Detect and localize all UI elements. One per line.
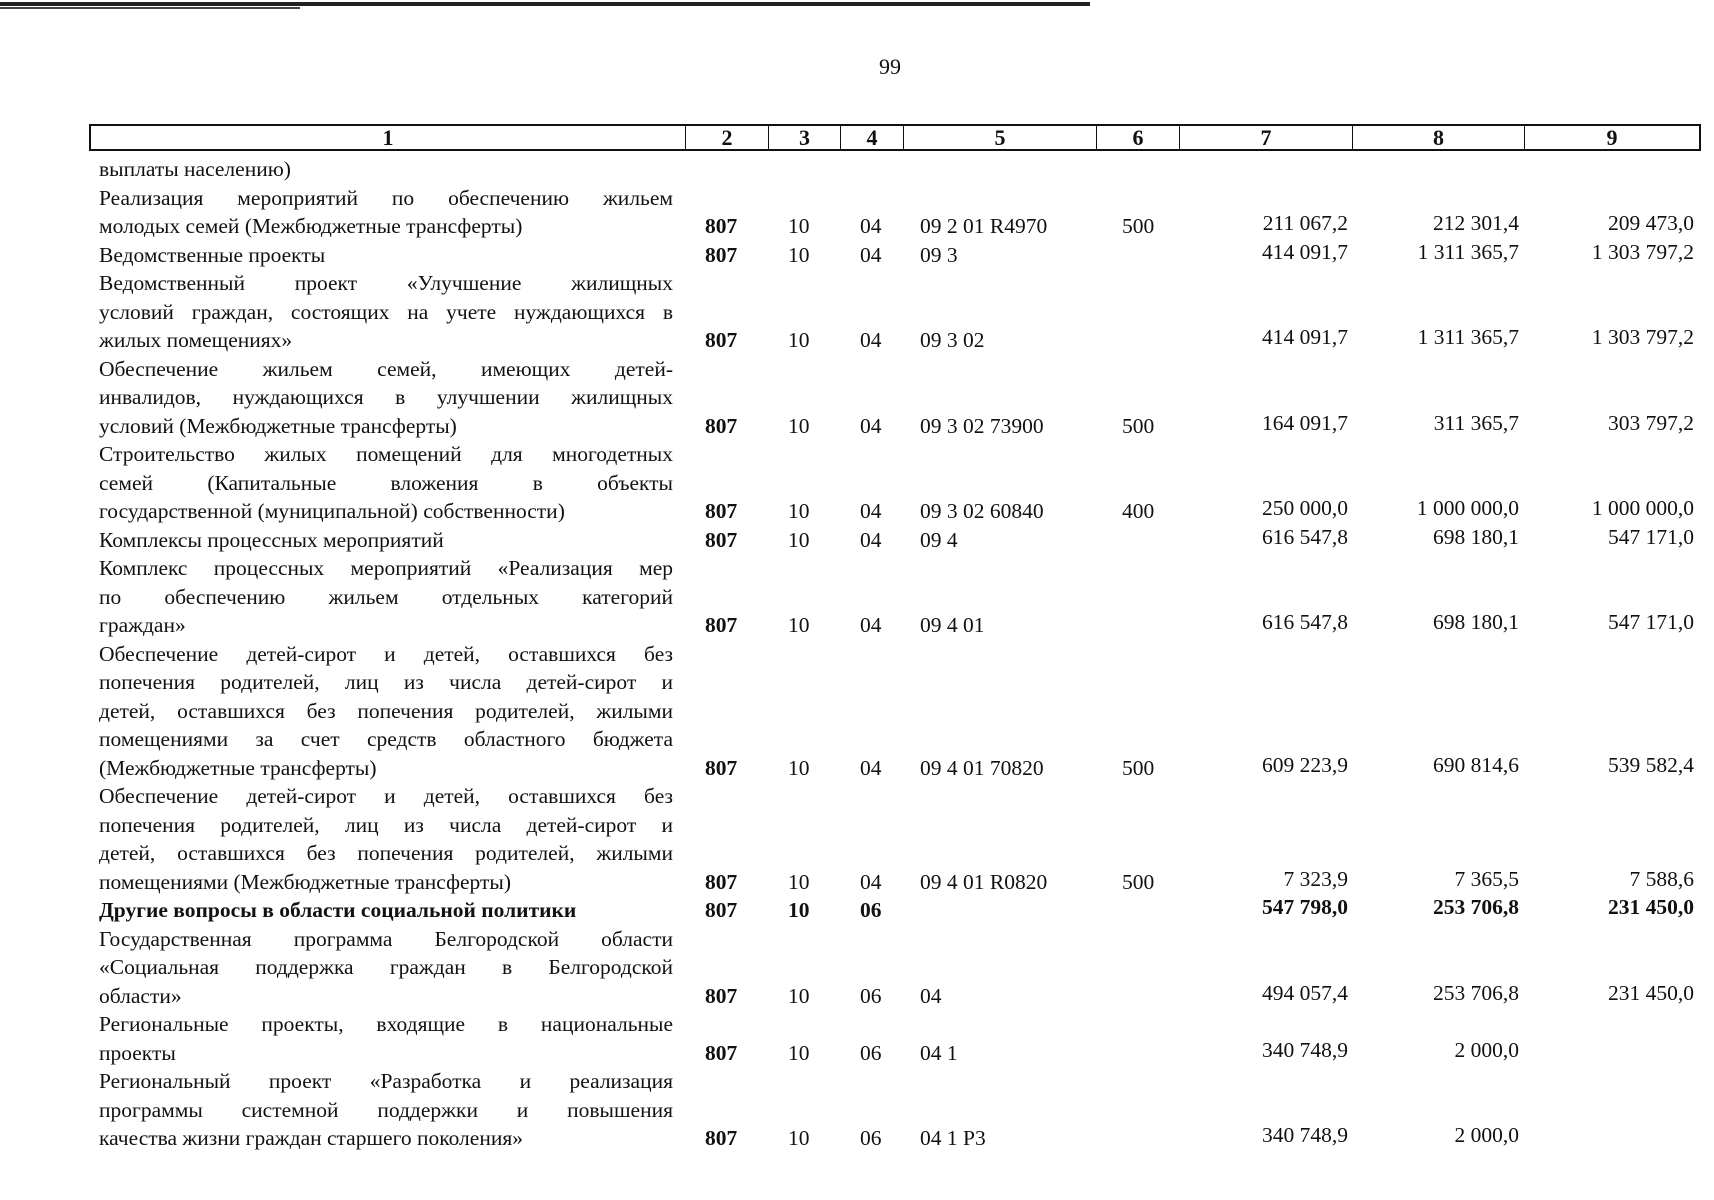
description-line: Ведомственный проект «Улучшение жилищных: [99, 271, 673, 295]
description-line: государственной (муниципальной) собственности): [99, 499, 565, 523]
cell-col-4: 04: [860, 527, 882, 552]
table-row: [0, 1010, 1714, 1067]
table-row: [0, 155, 1714, 184]
row-description: [99, 269, 673, 355]
description-line: молодых семей (Межбюджетные трансферты): [99, 214, 523, 238]
cell-col-4: 04: [860, 242, 882, 267]
cell-col-7: 414 091,7: [1262, 239, 1348, 264]
cell-col-4: 04: [860, 869, 882, 894]
description-line: Строительство жилых помещений для многодетных: [99, 442, 673, 466]
description-line: Региональные проекты, входящие в национальные: [99, 1012, 673, 1036]
cell-col-9: 1 303 797,2: [1591, 239, 1694, 264]
cell-col-7: 340 748,9: [1262, 1037, 1348, 1062]
cell-col-8: 1 000 000,0: [1416, 496, 1519, 520]
cell-col-9: 1 303 797,2: [1591, 325, 1694, 349]
cell-col-5: 09 2 01 R4970: [920, 214, 1048, 238]
page-number: 99: [879, 54, 901, 79]
cell-col-2: 807: [705, 755, 738, 780]
cell-col-6: 500: [1122, 755, 1155, 780]
cell-col-5: 04 1 Р3: [920, 1126, 986, 1150]
table-row: [0, 241, 1714, 270]
description-line: Ведомственные проекты: [99, 242, 326, 267]
description-line: Комплекс процессных мероприятий «Реализация мер: [99, 556, 673, 580]
description-line: попечения родителей, лиц из числа детей-сирот и: [99, 812, 673, 837]
description-line: выплаты населению): [99, 157, 291, 181]
description-line: (Межбюджетные трансферты): [99, 755, 377, 780]
cell-col-6: 500: [1122, 413, 1155, 438]
table-header: [89, 124, 1701, 151]
cell-col-4: 06: [860, 1126, 882, 1150]
cell-col-2: 807: [705, 413, 738, 438]
description-line: инвалидов, нуждающихся в улучшении жилищных: [99, 385, 673, 409]
cell-col-2: 807: [705, 898, 738, 922]
cell-col-7: 7 323,9: [1283, 866, 1348, 891]
header-col-3: 3: [799, 124, 810, 150]
row-description: [99, 241, 673, 270]
cell-col-7: 211 067,2: [1262, 211, 1348, 235]
table-row: [0, 269, 1714, 355]
cell-col-5: 09 4 01 R0820: [920, 869, 1048, 894]
cell-col-3: 10: [788, 242, 810, 267]
row-description: [99, 554, 673, 640]
description-line: детей, оставшихся без попечения родителей, жилыми: [99, 841, 673, 865]
cell-col-7: 609 223,9: [1262, 752, 1348, 777]
row-description: [99, 155, 673, 184]
description-line: по обеспечению жильем отдельных категорий: [99, 584, 673, 609]
cell-col-5: 04: [920, 983, 942, 1008]
cell-col-8: 2 000,0: [1454, 1037, 1519, 1062]
cell-col-7: 616 547,8: [1262, 524, 1348, 549]
cell-col-5: 09 4: [920, 527, 958, 552]
cell-col-9: 231 450,0: [1608, 980, 1694, 1005]
cell-col-4: 04: [860, 328, 882, 352]
cell-col-2: 807: [705, 983, 738, 1008]
cell-col-6: 500: [1122, 869, 1155, 894]
description-line: «Социальная поддержка граждан в Белгородской: [99, 955, 673, 979]
cell-col-8: 1 311 365,7: [1417, 239, 1519, 264]
description-line: попечения родителей, лиц из числа детей-сирот и: [99, 670, 673, 694]
description-line: условий (Межбюджетные трансферты): [99, 413, 457, 438]
row-description: [99, 1010, 673, 1067]
cell-col-3: 10: [788, 983, 810, 1008]
cell-col-6: 400: [1122, 499, 1155, 523]
cell-col-9: 1 000 000,0: [1591, 496, 1694, 520]
scan-top-rule: [0, 2, 1090, 6]
cell-col-3: 10: [788, 613, 810, 637]
cell-col-9: 209 473,0: [1608, 211, 1694, 235]
cell-col-6: 500: [1122, 214, 1155, 238]
cell-col-7: 414 091,7: [1262, 325, 1348, 349]
cell-col-3: 10: [788, 413, 810, 438]
cell-col-9: 7 588,6: [1629, 866, 1694, 891]
row-description: [99, 1067, 673, 1153]
table-row: [0, 184, 1714, 241]
cell-col-4: 04: [860, 214, 882, 238]
table-row: [0, 554, 1714, 640]
header-col-2: 2: [721, 124, 733, 150]
description-line: Обеспечение детей-сирот и детей, оставшихся без: [99, 784, 673, 808]
cell-col-5: 09 3 02: [920, 328, 985, 352]
cell-col-7: 494 057,4: [1262, 980, 1348, 1005]
cell-col-8: 212 301,4: [1433, 211, 1519, 235]
cell-col-4: 04: [860, 613, 882, 637]
cell-col-2: 807: [705, 613, 738, 637]
cell-col-9: 303 797,2: [1608, 410, 1694, 435]
cell-col-4: 04: [860, 413, 882, 438]
description-line: качества жизни граждан старшего поколения»: [99, 1126, 523, 1150]
cell-col-3: 10: [788, 1126, 810, 1150]
description-line: Другие вопросы в области социальной политики: [99, 898, 577, 922]
cell-col-4: 04: [860, 755, 882, 780]
cell-col-2: 807: [705, 1040, 738, 1065]
table-row: [0, 640, 1714, 783]
description-line: жилых помещениях»: [99, 328, 293, 352]
cell-col-8: 698 180,1: [1433, 610, 1519, 634]
cell-col-8: 1 311 365,7: [1417, 325, 1519, 349]
cell-col-2: 807: [705, 242, 738, 267]
cell-col-2: 807: [705, 214, 738, 238]
description-line: проекты: [99, 1040, 176, 1065]
cell-col-2: 807: [705, 328, 738, 352]
description-line: программы системной поддержки и повышения: [99, 1097, 673, 1122]
cell-col-3: 10: [788, 214, 810, 238]
cell-col-3: 10: [788, 898, 810, 922]
header-col-5: 5: [994, 124, 1006, 150]
table-row: [0, 896, 1714, 925]
row-description: [99, 640, 673, 783]
cell-col-9: 539 582,4: [1608, 752, 1694, 777]
table-row: [0, 440, 1714, 526]
description-line: семей (Капитальные вложения в объекты: [99, 470, 673, 495]
description-line: помещениями за счет средств областного бюджета: [99, 727, 673, 751]
table-row: [0, 1067, 1714, 1153]
description-line: граждан»: [99, 613, 186, 637]
cell-col-2: 807: [705, 869, 738, 894]
cell-col-4: 06: [860, 1040, 882, 1065]
scan-top-rule-secondary: [0, 7, 300, 9]
header-col-6: 6: [1132, 124, 1144, 150]
row-description: [99, 526, 673, 555]
cell-col-5: 09 4 01 70820: [920, 755, 1044, 780]
cell-col-2: 807: [705, 499, 738, 523]
cell-col-3: 10: [788, 1040, 810, 1065]
header-col-7: 7: [1260, 124, 1272, 150]
row-description: [99, 782, 673, 896]
table-row: [0, 355, 1714, 441]
table-row: [0, 925, 1714, 1011]
row-description: [99, 355, 673, 441]
header-col-8: 8: [1433, 124, 1444, 150]
cell-col-8: 698 180,1: [1433, 524, 1519, 549]
cell-col-8: 253 706,8: [1433, 895, 1519, 919]
cell-col-2: 807: [705, 527, 738, 552]
cell-col-3: 10: [788, 527, 810, 552]
cell-col-3: 10: [788, 755, 810, 780]
description-line: области»: [99, 983, 182, 1008]
header-col-1: 1: [382, 124, 394, 150]
cell-col-7: 616 547,8: [1262, 610, 1348, 634]
cell-col-3: 10: [788, 328, 810, 352]
description-line: Государственная программа Белгородской области: [99, 926, 673, 951]
cell-col-8: 311 365,7: [1433, 410, 1519, 435]
cell-col-9: 547 171,0: [1608, 524, 1694, 549]
cell-col-4: 06: [860, 898, 882, 922]
row-description: [99, 184, 673, 241]
description-line: детей, оставшихся без попечения родителей, жилыми: [99, 698, 673, 723]
description-line: Обеспечение детей-сирот и детей, оставшихся без: [99, 641, 673, 666]
cell-col-5: 09 4 01: [920, 613, 985, 637]
description-line: условий граждан, состоящих на учете нуждающихся в: [99, 299, 673, 324]
description-line: помещениями (Межбюджетные трансферты): [99, 869, 512, 894]
cell-col-5: 09 3: [920, 242, 958, 267]
cell-col-4: 06: [860, 983, 882, 1008]
cell-col-5: 09 3 02 73900: [920, 413, 1044, 438]
cell-col-3: 10: [788, 869, 810, 894]
cell-col-5: 09 3 02 60840: [920, 499, 1044, 523]
cell-col-7: 547 798,0: [1262, 895, 1348, 919]
row-description: [99, 896, 673, 925]
description-line: Реализация мероприятий по обеспечению жильем: [99, 185, 673, 210]
cell-col-2: 807: [705, 1126, 738, 1150]
row-description: [99, 440, 673, 526]
header-col-9: 9: [1606, 124, 1618, 150]
cell-col-3: 10: [788, 499, 810, 523]
table-row: [0, 526, 1714, 555]
table-row: [0, 782, 1714, 896]
cell-col-9: 547 171,0: [1608, 610, 1694, 634]
cell-col-4: 04: [860, 499, 882, 523]
cell-col-9: 231 450,0: [1608, 895, 1694, 919]
cell-col-8: 7 365,5: [1454, 866, 1519, 891]
row-description: [99, 925, 673, 1011]
cell-col-8: 253 706,8: [1433, 980, 1519, 1005]
cell-col-8: 690 814,6: [1433, 752, 1519, 777]
description-line: Региональный проект «Разработка и реализация: [99, 1069, 673, 1093]
description-line: Обеспечение жильем семей, имеющих детей-: [99, 356, 673, 381]
cell-col-7: 164 091,7: [1262, 410, 1348, 435]
cell-col-8: 2 000,0: [1454, 1123, 1519, 1147]
cell-col-7: 340 748,9: [1262, 1123, 1348, 1147]
description-line: Комплексы процессных мероприятий: [99, 527, 444, 552]
cell-col-7: 250 000,0: [1262, 496, 1348, 520]
cell-col-5: 04 1: [920, 1040, 958, 1065]
header-col-4: 4: [866, 124, 878, 150]
